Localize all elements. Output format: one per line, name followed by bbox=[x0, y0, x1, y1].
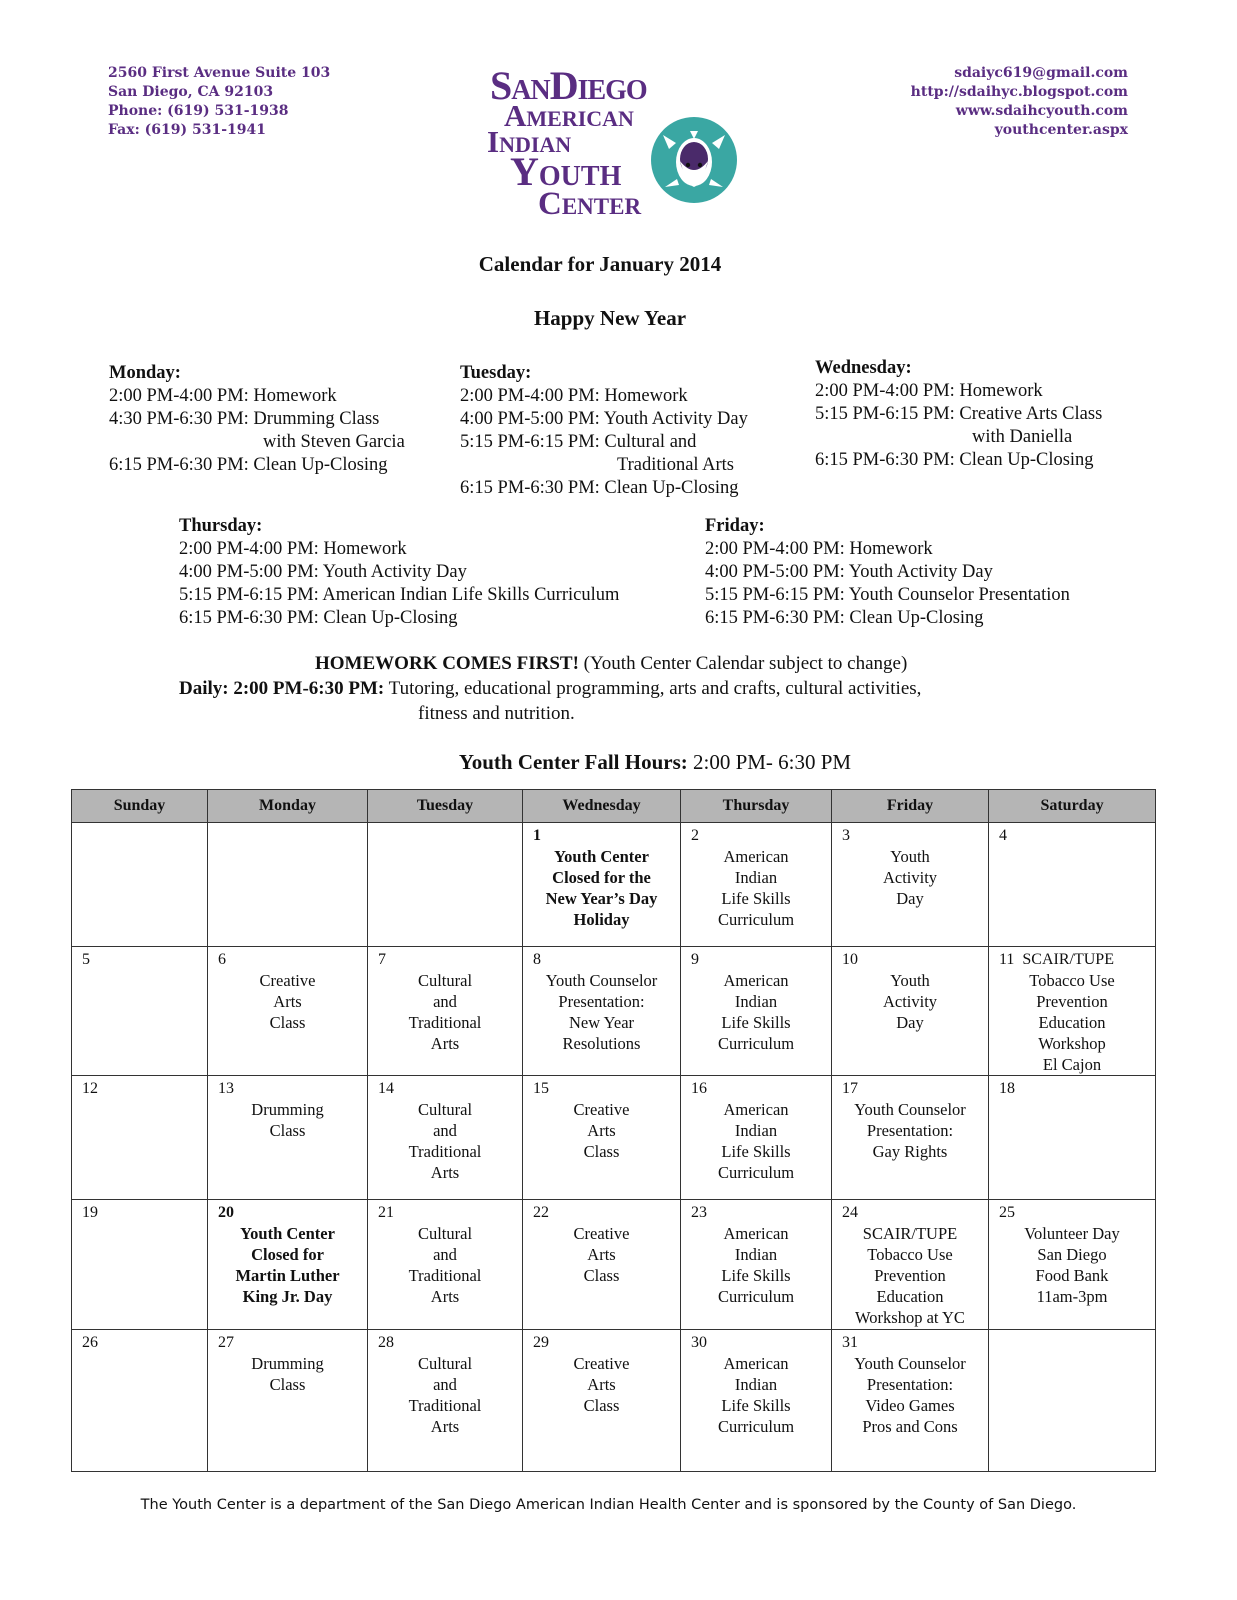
page-title: Calendar for January 2014 bbox=[478, 252, 722, 276]
month-calendar bbox=[71, 789, 1156, 1472]
day-number: 10 bbox=[842, 951, 858, 968]
day-number: 11 bbox=[999, 951, 1015, 968]
col-tuesday: Tuesday bbox=[368, 790, 523, 823]
event-line: Pros and Cons bbox=[862, 1417, 958, 1436]
event-line: Volunteer Day bbox=[1024, 1224, 1120, 1243]
event-line: and bbox=[433, 1245, 457, 1264]
hours-rest: 2:00 PM- 6:30 PM bbox=[687, 750, 852, 774]
event-line: Holiday bbox=[573, 910, 630, 929]
schedule-line: 2:00 PM-4:00 PM: Homework bbox=[460, 386, 688, 406]
event-line: and bbox=[433, 992, 457, 1011]
calendar-day-cell bbox=[208, 1076, 368, 1200]
day-number: 1 bbox=[533, 827, 541, 844]
calendar-body bbox=[72, 823, 1156, 1472]
calendar-day-cell bbox=[72, 947, 208, 1076]
calendar-day-cell bbox=[368, 1200, 523, 1330]
schedule-line: 4:30 PM-6:30 PM: Drumming Class bbox=[109, 409, 380, 429]
event-line: Youth Center bbox=[240, 1224, 335, 1243]
event-line: Tobacco Use bbox=[867, 1245, 953, 1264]
event-line: Workshop bbox=[1038, 1034, 1106, 1053]
day-number: 27 bbox=[218, 1334, 234, 1351]
schedule-monday bbox=[109, 362, 405, 477]
event-line: Arts bbox=[587, 1375, 616, 1394]
schedule-line: with Daniella bbox=[972, 427, 1073, 447]
calendar-day-cell bbox=[832, 947, 989, 1076]
event-line: Curriculum bbox=[717, 1163, 795, 1182]
calendar-day-cell bbox=[832, 1200, 989, 1330]
schedule-wednesday bbox=[815, 357, 1102, 472]
turtle-icon bbox=[649, 115, 739, 205]
event-line: Indian bbox=[734, 1245, 778, 1264]
calendar-week-row bbox=[72, 947, 1156, 1076]
schedule-line: 5:15 PM-6:15 PM: Cultural and bbox=[460, 432, 697, 452]
calendar-day-cell bbox=[72, 1330, 208, 1472]
event-line: Traditional bbox=[408, 1013, 482, 1032]
event-line: Tobacco Use bbox=[1029, 971, 1115, 990]
event-line: Cultural bbox=[417, 1354, 473, 1373]
hours-bold: Youth Center Fall Hours: bbox=[458, 750, 688, 774]
event-line: Indian bbox=[734, 1121, 778, 1140]
schedule-line: 2:00 PM-4:00 PM: Homework bbox=[815, 381, 1043, 401]
day-number: 26 bbox=[82, 1334, 98, 1351]
calendar-day-cell bbox=[523, 1200, 681, 1330]
homework-notice bbox=[315, 651, 907, 676]
event-line: Food Bank bbox=[1035, 1266, 1109, 1285]
event-line: Closed for the bbox=[552, 868, 651, 887]
event-line: Indian bbox=[734, 992, 778, 1011]
event-line: Life Skills bbox=[721, 1396, 791, 1415]
event-line: Class bbox=[583, 1266, 620, 1285]
calendar-day-cell bbox=[681, 823, 832, 947]
event-line: American bbox=[723, 971, 789, 990]
logo-line-4: Youth bbox=[510, 149, 622, 194]
event-line: American bbox=[723, 1224, 789, 1243]
calendar-week-row bbox=[72, 823, 1156, 947]
schedule-line: 2:00 PM-4:00 PM: Homework bbox=[109, 386, 337, 406]
logo-line-1: SanDiego bbox=[490, 63, 647, 108]
calendar-day-cell bbox=[523, 1076, 681, 1200]
logo-line-2: American bbox=[504, 98, 634, 133]
day-header bbox=[989, 947, 1155, 970]
schedule-line: 2:00 PM-4:00 PM: Homework bbox=[179, 539, 407, 559]
schedule-line: 5:15 PM-6:15 PM: Creative Arts Class bbox=[815, 404, 1103, 424]
event-line: Arts bbox=[587, 1121, 616, 1140]
schedule-line: 6:15 PM-6:30 PM: Clean Up-Closing bbox=[815, 450, 1094, 470]
day-number: 16 bbox=[691, 1080, 707, 1097]
logo bbox=[487, 63, 750, 226]
logo-line-3: Indian bbox=[487, 124, 572, 159]
event-line: Arts bbox=[587, 1245, 616, 1264]
event-line: Curriculum bbox=[717, 1034, 795, 1053]
day-number: 18 bbox=[999, 1080, 1015, 1097]
event-line: Day bbox=[896, 889, 924, 908]
event-line: Life Skills bbox=[721, 1013, 791, 1032]
event-line: Youth bbox=[890, 971, 930, 990]
event-line: Education bbox=[1038, 1013, 1106, 1032]
event-line: Martin Luther bbox=[235, 1266, 340, 1285]
event-line: Prevention bbox=[1036, 992, 1108, 1011]
event-line: Indian bbox=[734, 868, 778, 887]
day-number bbox=[208, 823, 367, 825]
col-thursday: Thursday bbox=[681, 790, 832, 823]
calendar-day-cell bbox=[989, 823, 1156, 947]
event-line: Youth Counselor bbox=[854, 1354, 966, 1373]
calendar-day-cell bbox=[72, 823, 208, 947]
hours-line bbox=[0, 750, 1237, 775]
schedule-line: 2:00 PM-4:00 PM: Homework bbox=[705, 539, 933, 559]
event-line: American bbox=[723, 1100, 789, 1119]
event-line: Traditional bbox=[408, 1396, 482, 1415]
schedule-line: 4:00 PM-5:00 PM: Youth Activity Day bbox=[705, 562, 993, 582]
event-line: SCAIR/TUPE bbox=[1022, 951, 1114, 968]
calendar-week-row bbox=[72, 1330, 1156, 1472]
calendar-day-cell bbox=[523, 947, 681, 1076]
calendar-day-cell bbox=[208, 1330, 368, 1472]
calendar-day-cell bbox=[208, 1200, 368, 1330]
day-number: 5 bbox=[82, 951, 90, 968]
day-number bbox=[368, 823, 522, 825]
event-line: and bbox=[433, 1121, 457, 1140]
day-number: 2 bbox=[691, 827, 699, 844]
event-line: Life Skills bbox=[721, 889, 791, 908]
calendar-week-row bbox=[72, 1200, 1156, 1330]
day-number: 14 bbox=[378, 1080, 394, 1097]
event-line: Arts bbox=[430, 1287, 460, 1306]
event-line: Traditional bbox=[408, 1142, 482, 1161]
day-number: 7 bbox=[378, 951, 386, 968]
calendar-day-cell bbox=[989, 1330, 1156, 1472]
schedule-thursday bbox=[179, 515, 619, 630]
email-link[interactable]: sdaiyc619@gmail.com bbox=[954, 65, 1128, 81]
fax-line: Fax: (619) 531-1941 bbox=[108, 122, 266, 138]
address-block bbox=[108, 64, 330, 140]
event-line: New Year bbox=[568, 1013, 635, 1032]
day-number: 31 bbox=[842, 1334, 858, 1351]
calendar-day-cell bbox=[989, 1076, 1156, 1200]
day-name: Wednesday: bbox=[815, 358, 912, 378]
col-sunday: Sunday bbox=[72, 790, 208, 823]
website-link[interactable]: www.sdaihcyouth.com bbox=[955, 103, 1128, 119]
day-name: Friday: bbox=[705, 516, 765, 536]
day-number: 22 bbox=[533, 1204, 549, 1221]
event-line: New Year’s Day bbox=[545, 889, 658, 908]
day-number: 9 bbox=[691, 951, 699, 968]
day-number: 19 bbox=[82, 1204, 98, 1221]
calendar-day-cell bbox=[989, 947, 1156, 1076]
event-line: Youth bbox=[890, 847, 930, 866]
event-line: Day bbox=[896, 1013, 924, 1032]
calendar-day-cell bbox=[72, 1076, 208, 1200]
footer-note: The Youth Center is a department of the San Diego American Indian Health Center and is sponsored by the County of San Diego. bbox=[140, 1497, 1077, 1513]
event-line: Youth Center bbox=[554, 847, 649, 866]
day-name: Thursday: bbox=[179, 516, 263, 536]
schedule-line: 5:15 PM-6:15 PM: American Indian Life Skills Curriculum bbox=[179, 585, 620, 605]
event-line: Presentation: bbox=[866, 1375, 954, 1394]
event-line: 11am-3pm bbox=[1036, 1287, 1108, 1306]
calendar-day-cell bbox=[681, 947, 832, 1076]
calendar-day-cell bbox=[681, 1200, 832, 1330]
event-line: Activity bbox=[882, 992, 938, 1011]
event-line: Workshop at YC bbox=[855, 1308, 965, 1327]
event-line: Class bbox=[269, 1375, 306, 1394]
homework-bold: HOMEWORK COMES FIRST! bbox=[315, 653, 579, 674]
day-name: Monday: bbox=[109, 363, 181, 383]
day-number: 3 bbox=[842, 827, 850, 844]
event-line: Presentation: bbox=[558, 992, 645, 1011]
event-line: San Diego bbox=[1037, 1245, 1107, 1264]
event-line: Arts bbox=[430, 1034, 460, 1053]
event-line: Class bbox=[583, 1142, 620, 1161]
calendar-day-cell bbox=[523, 823, 681, 947]
day-number: 8 bbox=[533, 951, 541, 968]
day-number: 20 bbox=[218, 1204, 234, 1221]
event-line: Drumming bbox=[251, 1100, 324, 1119]
col-wednesday: Wednesday bbox=[523, 790, 681, 823]
event-line: Curriculum bbox=[717, 1417, 795, 1436]
day-name: Tuesday: bbox=[460, 363, 532, 383]
daily-notice-cont: fitness and nutrition. bbox=[418, 703, 575, 724]
event-line: Presentation: bbox=[866, 1121, 954, 1140]
calendar-day-cell bbox=[208, 823, 368, 947]
calendar-day-cell bbox=[368, 1076, 523, 1200]
event-line: American bbox=[723, 1354, 789, 1373]
calendar-day-cell bbox=[523, 1330, 681, 1472]
calendar-day-cell bbox=[832, 823, 989, 947]
day-number: 13 bbox=[218, 1080, 234, 1097]
event-line: Youth Counselor bbox=[545, 971, 658, 990]
schedule-line: Traditional Arts bbox=[617, 455, 735, 475]
event-line: Activity bbox=[882, 868, 938, 887]
calendar-week-row bbox=[72, 1076, 1156, 1200]
day-number: 4 bbox=[999, 827, 1007, 844]
event-line: Closed for bbox=[251, 1245, 324, 1264]
calendar-day-cell bbox=[832, 1330, 989, 1472]
schedule-line: 4:00 PM-5:00 PM: Youth Activity Day bbox=[179, 562, 467, 582]
event-line: and bbox=[433, 1375, 457, 1394]
event-line: Indian bbox=[734, 1375, 778, 1394]
day-number bbox=[989, 1330, 1155, 1332]
day-number: 28 bbox=[378, 1334, 394, 1351]
event-line: Creative bbox=[259, 971, 316, 990]
event-line: Curriculum bbox=[717, 910, 795, 929]
day-number: 30 bbox=[691, 1334, 707, 1351]
city-line: San Diego, CA 92103 bbox=[108, 84, 274, 100]
schedule-friday bbox=[705, 515, 1070, 630]
col-saturday: Saturday bbox=[989, 790, 1156, 823]
schedule-line: with Steven Garcia bbox=[263, 432, 405, 452]
event-line: Video Games bbox=[865, 1396, 955, 1415]
day-number bbox=[72, 823, 207, 825]
calendar-day-cell bbox=[368, 947, 523, 1076]
address-line: 2560 First Avenue Suite 103 bbox=[108, 65, 331, 81]
homework-rest: (Youth Center Calendar subject to change) bbox=[578, 653, 908, 674]
day-number: 23 bbox=[691, 1204, 707, 1221]
calendar-day-cell bbox=[681, 1076, 832, 1200]
website-link-cont[interactable]: youthcenter.aspx bbox=[994, 122, 1128, 138]
event-line: Resolutions bbox=[562, 1034, 641, 1053]
blog-link[interactable]: http://sdaihyc.blogspot.com bbox=[910, 84, 1128, 100]
event-line: Cultural bbox=[417, 971, 473, 990]
page-subtitle: Happy New Year bbox=[533, 306, 687, 330]
links-block bbox=[911, 64, 1128, 140]
event-line: Cultural bbox=[417, 1224, 473, 1243]
event-line: Gay Rights bbox=[872, 1142, 948, 1161]
event-line: Drumming bbox=[251, 1354, 324, 1373]
daily-notice bbox=[179, 676, 921, 701]
calendar-day-cell bbox=[208, 947, 368, 1076]
day-number: 21 bbox=[378, 1204, 394, 1221]
day-number: 29 bbox=[533, 1334, 549, 1351]
event-line: Life Skills bbox=[721, 1266, 791, 1285]
event-line: Arts bbox=[273, 992, 302, 1011]
phone-line: Phone: (619) 531-1938 bbox=[108, 103, 289, 119]
event-line: Traditional bbox=[408, 1266, 482, 1285]
day-number: 6 bbox=[218, 951, 226, 968]
event-line: Prevention bbox=[874, 1266, 946, 1285]
event-line: Arts bbox=[430, 1417, 460, 1436]
col-monday: Monday bbox=[208, 790, 368, 823]
daily-bold: Daily: 2:00 PM-6:30 PM: bbox=[179, 678, 385, 699]
logo-line-5: Center bbox=[538, 186, 642, 222]
schedule-line: 5:15 PM-6:15 PM: Youth Counselor Presentation bbox=[705, 585, 1070, 605]
event-line: American bbox=[723, 847, 789, 866]
event-line: Curriculum bbox=[717, 1287, 795, 1306]
schedule-line: 6:15 PM-6:30 PM: Clean Up-Closing bbox=[705, 608, 984, 628]
schedule-line: 6:15 PM-6:30 PM: Clean Up-Closing bbox=[179, 608, 458, 628]
col-friday: Friday bbox=[832, 790, 989, 823]
event-line: SCAIR/TUPE bbox=[862, 1224, 958, 1243]
calendar-day-cell bbox=[72, 1200, 208, 1330]
event-line: Class bbox=[269, 1121, 306, 1140]
event-line: Life Skills bbox=[721, 1142, 791, 1161]
calendar-day-cell bbox=[989, 1200, 1156, 1330]
calendar-header-row bbox=[72, 790, 1156, 823]
schedule-tuesday bbox=[460, 362, 748, 500]
event-line: Class bbox=[583, 1396, 620, 1415]
event-line: Arts bbox=[430, 1163, 460, 1182]
calendar-day-cell bbox=[681, 1330, 832, 1472]
event-line: King Jr. Day bbox=[242, 1287, 333, 1306]
event-line: Class bbox=[269, 1013, 306, 1032]
schedule-line: 6:15 PM-6:30 PM: Clean Up-Closing bbox=[109, 455, 388, 475]
event-line: Youth Counselor bbox=[854, 1100, 966, 1119]
calendar-day-cell bbox=[832, 1076, 989, 1200]
daily-rest: Tutoring, educational programming, arts and crafts, cultural activities, bbox=[384, 678, 922, 699]
calendar-day-cell bbox=[368, 1330, 523, 1472]
day-number: 25 bbox=[999, 1204, 1015, 1221]
day-number: 17 bbox=[842, 1080, 858, 1097]
event-line: Cultural bbox=[417, 1100, 473, 1119]
day-number: 24 bbox=[842, 1204, 858, 1221]
day-number: 12 bbox=[82, 1080, 98, 1097]
event-line: Creative bbox=[573, 1354, 630, 1373]
event-line: Creative bbox=[573, 1224, 630, 1243]
event-line: Education bbox=[876, 1287, 944, 1306]
day-number: 15 bbox=[533, 1080, 549, 1097]
schedule-line: 6:15 PM-6:30 PM: Clean Up-Closing bbox=[460, 478, 739, 498]
event-line: El Cajon bbox=[1042, 1055, 1102, 1074]
schedule-line: 4:00 PM-5:00 PM: Youth Activity Day bbox=[460, 409, 748, 429]
event-line: Creative bbox=[573, 1100, 630, 1119]
calendar-day-cell bbox=[368, 823, 523, 947]
